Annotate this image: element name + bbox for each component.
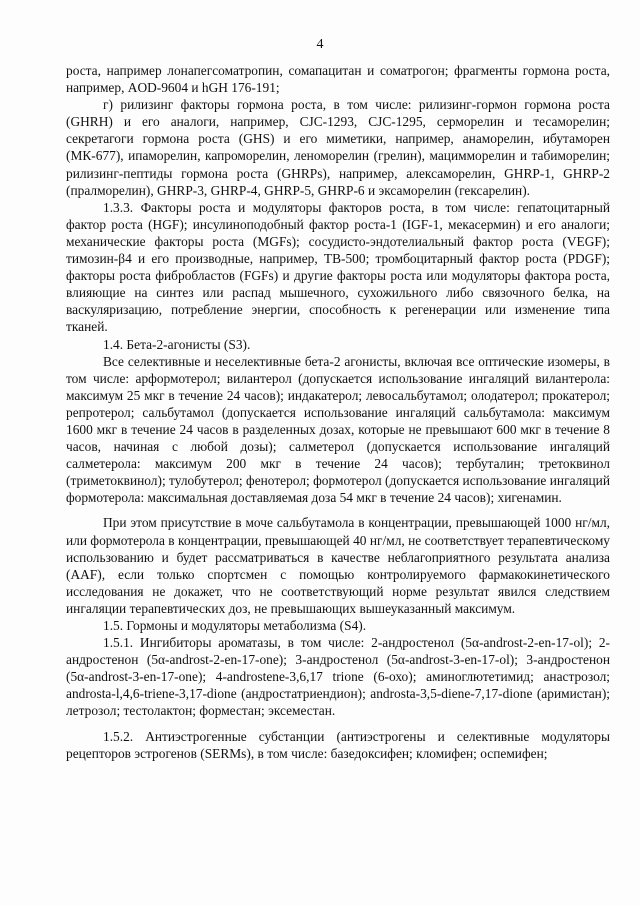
paragraph-salbutamol-note: При этом присутствие в моче сальбутамола в концентрации, превышающей 1000 нг/мл, или формотерола в концентрации, превышающей 40 нг/мл, не соответствует терапевтическому использованию и будет рассматриваться в качестве неблагоприятного результата анализа (AAF), если только спортсмен с помощью контролируемого фармакокинетического исследования не докажет, что не соответствующий норме результат явился следствием ингаляции терапевтических доз, не превышающих вышеуказанный максимум. — [66, 515, 610, 616]
paragraph-ghrh: г) рилизинг факторы гормона роста, в том числе: рилизинг-гормон гормона роста (GHRH) и его аналоги, например, CJC-1293, CJC-1295, серморелин и тесаморелин; секретагоги гормона роста (GHS) и его миметики, например, анаморелин, ибутаморен (МК-677), ипаморелин, капроморелин, леноморелин (грелин), мацимморелин и табиморелин; рилизинг-пептиды гормона роста (GHRPs), например, алексаморелин, GHRP-1, GHRP-2 (пралморелин), GHRP-3, GHRP-4, GHRP-5, GHRP-6 и эксаморелин (гексарелин). — [66, 97, 610, 198]
paragraph-aromatase-inhibitors: 1.5.1. Ингибиторы ароматазы, в том числе: 2-андростенол (5α-androst-2-en-17-ol); 2-андростенон (5α-androst-2-en-17-one); 3-андростенол (5α-androst-3-en-17-ol); 3-андростенон (5α-androst-3-en-17-one); 4-androstene-3,6,17 trione (6-охо); аминоглютетимид; анастрозол; androsta-l,4,6-triene-3,17-dione (андростатриендион); androsta-3,5-diene-7,17-dione (аримистан); летрозол; тестолактон; форместан; эксеместан. — [66, 635, 610, 719]
document-body — [66, 62, 610, 762]
section-heading-beta2: 1.4. Бета-2-агонисты (S3). — [103, 336, 251, 352]
paragraph-growth-hormone-fragments: роста, например лонапегсоматропин, сомапацитан и соматрогон; фрагменты гормона роста, например, AOD-9604 и hGH 176-191; — [66, 63, 610, 96]
page-number: 4 — [316, 37, 324, 52]
paragraph-growth-factors: 1.3.3. Факторы роста и модуляторы факторов роста, в том числе: гепатоцитарный фактор роста (HGF); инсулиноподобный фактор роста-1 (IGF-1, мекасермин) и его аналоги; механические факторы роста (MGFs); сосудисто-эндотелиальный фактор роста (VEGF); тимозин-β4 и его производные, например, ТВ-500; тромбоцитарный фактор роста (PDGF); факторы роста фибробластов (FGFs) и другие факторы роста или модуляторы фактора роста, влияющие на синтез или распад мышечного, сухожильного либо связочного белка, на васкуляризацию, потребление энергии, способность к регенерации или изменение типа тканей. — [66, 199, 610, 335]
paragraph-antiestrogens: 1.5.2. Антиэстрогенные субстанции (антиэстрогены и селективные модуляторы рецепторов эстрогенов (SERMs), в том числе: базедоксифен; кломифен; оспемифен; — [66, 728, 610, 761]
section-heading-hormones: 1.5. Гормоны и модуляторы метаболизма (S4). — [103, 618, 367, 633]
paragraph-beta2-agonists: Все селективные и неселективные бета-2 агонисты, включая все оптические изомеры, в том числе: арформотерол; вилантерол (допускается использование ингаляций вилантерола: максимум 25 мкг в течение 24 часов); индакатерол; левосальбутамол; олодатерол; прокатерол; репротерол; сальбутамол (допускается использование ингаляций сальбутамола: максимум 1600 мкг в течение 24 часов в разделенных дозах, которые не превышают 600 мкг в течение 8 часов, начиная с любой дозы); салметерол (допускается использование ингаляций салметерола: максимум 200 мкг в течение 24 часов); тербуталин; третоквинол (триметоквинол); тулобутерол; фенотерол; формотерол (допускается использование ингаляций формотерола: максимальная доставляемая доза 54 мкг в течение 24 часов); хигенамин. — [66, 353, 610, 506]
